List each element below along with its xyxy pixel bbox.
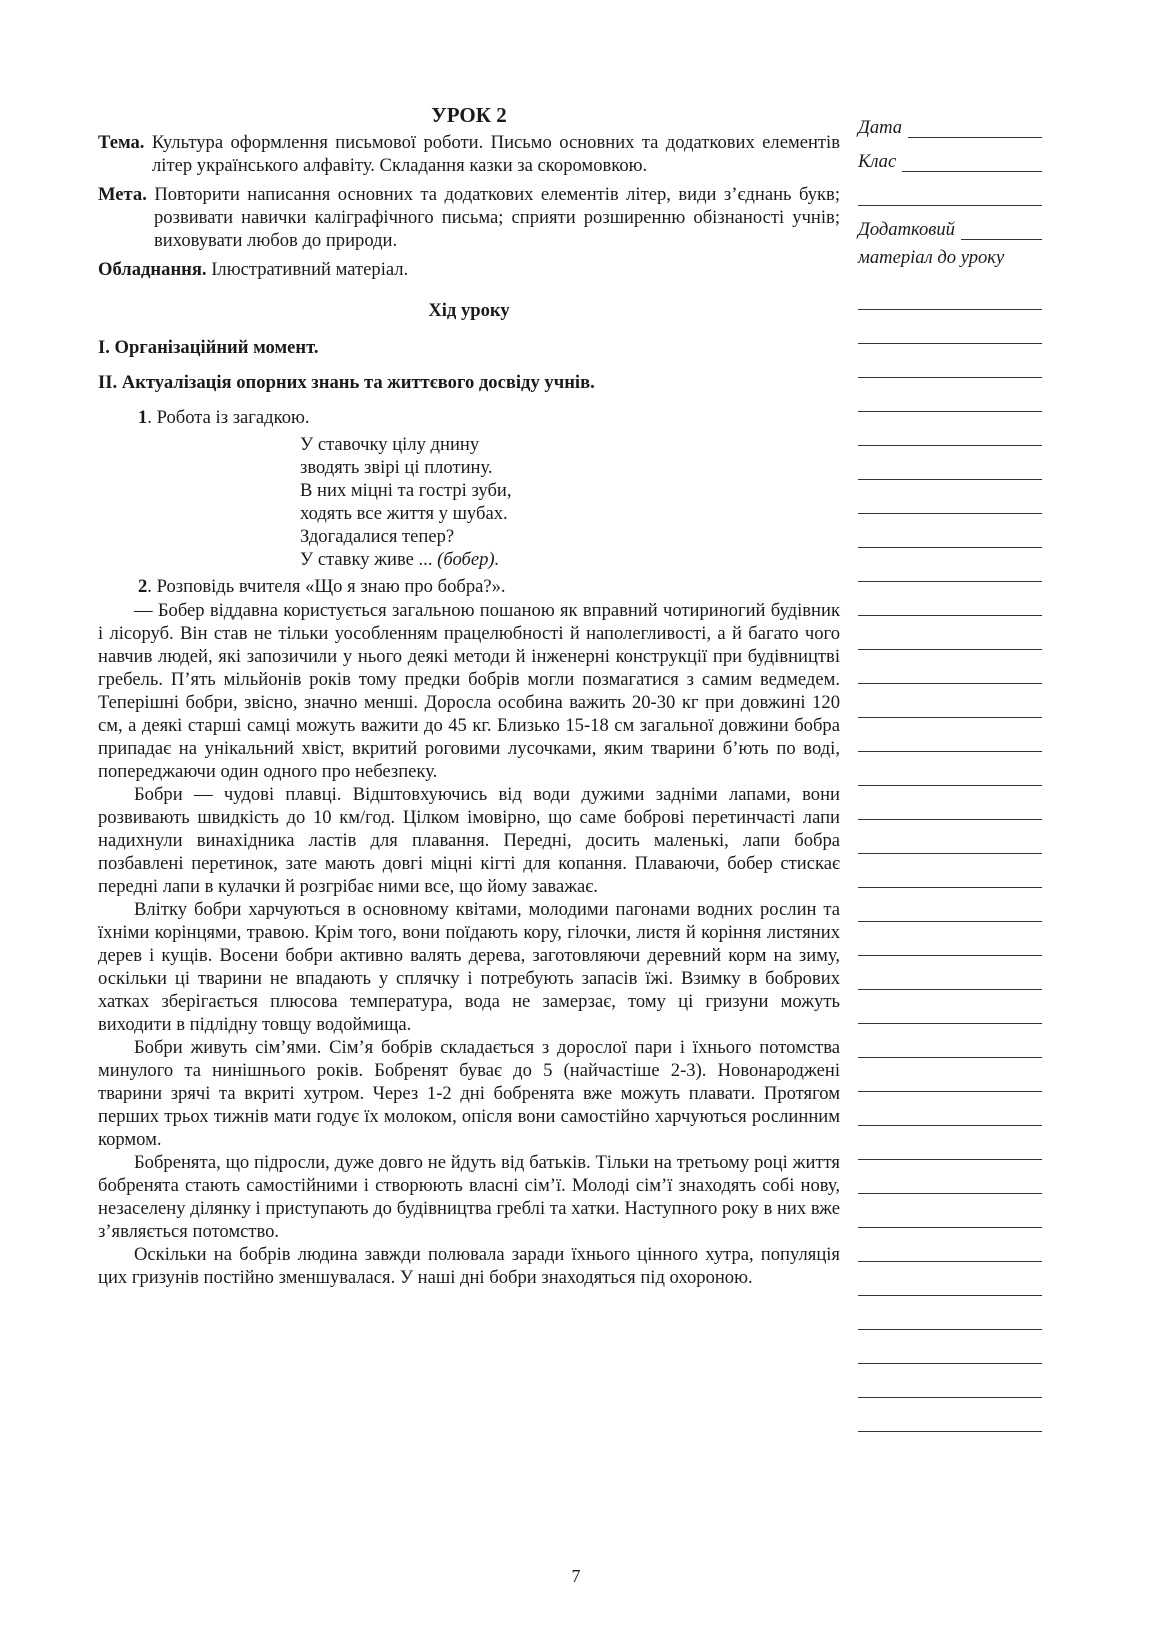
note-line[interactable]	[858, 1194, 1042, 1228]
equipment-text: Ілюстративний матеріал.	[211, 259, 409, 280]
lesson-topic	[98, 131, 840, 177]
story-paragraph: — Бобер віддавна користується загальною пошаною як вправний чотириногий будівник і лісоруб. Він став не тільки уособленням працелюбності й наполегливості, а й багато чого навчив людей, які запозичили у нього деякі методи й інженерні конструкції при будівництві гребель. П’ять мільйонів років тому предки бобрів могли позмагатися з самим ведмедем. Теперішні бобри, звісно, значно менші. Доросла особина важить 20-30 кг при довжині 120 см, а деякі старші самці можуть важити до 45 кг. Близько 15-18 см загальної довжини бобра припадає на унікальний хвіст, вкритий роговими лусочками, яким тварини б’ють по воді, попереджаючи один одного про небезпеку.	[98, 600, 840, 782]
riddle-last-prefix: У ставку живе ...	[300, 549, 438, 570]
riddle-line	[300, 548, 840, 571]
note-line[interactable]	[858, 956, 1042, 990]
riddle-answer: (бобер).	[437, 549, 500, 570]
note-line[interactable]	[858, 378, 1042, 412]
note-line[interactable]	[858, 548, 1042, 582]
note-line[interactable]	[858, 1296, 1042, 1330]
item-riddle	[98, 406, 840, 429]
equipment-label: Обладнання.	[98, 259, 207, 280]
note-line[interactable]	[858, 1228, 1042, 1262]
note-line[interactable]	[858, 1364, 1042, 1398]
riddle-line: ходять все життя у шубах.	[300, 503, 508, 524]
lesson-equipment	[98, 258, 840, 281]
note-line[interactable]	[858, 684, 1042, 718]
note-line[interactable]	[858, 1160, 1042, 1194]
extra-material-field[interactable]	[858, 206, 1042, 240]
riddle-poem	[300, 433, 840, 571]
item-teacher-story	[98, 575, 840, 598]
lesson-title: УРОК 2	[431, 103, 507, 127]
date-line[interactable]	[908, 121, 1042, 138]
note-line[interactable]	[858, 922, 1042, 956]
goal-text: Повторити написання основних та додаткових елементів літер, види з’єднань букв; розвивати навички каліграфічного письма; сприяти розширенню обізнаності учнів; виховувати любов до природи.	[154, 184, 840, 251]
page-number: 7	[571, 1566, 581, 1586]
section-actualization: ІІ. Актуалізація опорних знань та життєвого досвіду учнів.	[98, 372, 595, 393]
note-line[interactable]	[858, 1092, 1042, 1126]
date-field[interactable]	[858, 104, 1042, 138]
note-line[interactable]	[858, 412, 1042, 446]
note-line[interactable]	[858, 752, 1042, 786]
progress-title: Хід уроку	[428, 300, 510, 321]
note-line[interactable]	[858, 820, 1042, 854]
class-line[interactable]	[902, 155, 1042, 172]
topic-text: Культура оформлення письмової роботи. Письмо основних та додаткових елементів літер українського алфавіту. Складання казки за скоромовкою.	[151, 132, 840, 176]
note-line[interactable]	[858, 888, 1042, 922]
story-paragraph: Оскільки на бобрів людина завжди полювала заради їхнього цінного хутра, популяція цих гризунів постійно зменшувалася. У наші дні бобри знаходяться під охороною.	[98, 1244, 840, 1288]
lesson-goal	[98, 183, 840, 252]
item-text: . Робота із загадкою.	[147, 407, 310, 428]
section-organizational: І. Організаційний момент.	[98, 337, 319, 358]
note-line[interactable]	[858, 446, 1042, 480]
class-field[interactable]	[858, 138, 1042, 172]
note-lines	[858, 276, 1042, 1432]
note-line[interactable]	[858, 616, 1042, 650]
note-line[interactable]	[858, 1058, 1042, 1092]
item-number: 2	[138, 576, 148, 597]
extra-line[interactable]	[961, 223, 1042, 240]
note-line[interactable]	[858, 990, 1042, 1024]
note-line[interactable]	[858, 172, 1042, 206]
note-line[interactable]	[858, 480, 1042, 514]
note-line[interactable]	[858, 786, 1042, 820]
note-line[interactable]	[858, 310, 1042, 344]
extra-label-continued: матеріал до уроку	[858, 247, 1005, 268]
note-line[interactable]	[858, 718, 1042, 752]
note-line[interactable]	[858, 514, 1042, 548]
riddle-line: В них міцні та гострі зуби,	[300, 480, 512, 501]
note-line[interactable]	[858, 1262, 1042, 1296]
note-line[interactable]	[858, 582, 1042, 616]
note-line[interactable]	[858, 854, 1042, 888]
note-line[interactable]	[858, 1126, 1042, 1160]
note-line[interactable]	[858, 1398, 1042, 1432]
story-paragraph: Бобри — чудові плавці. Відштовхуючись від води дужими задніми лапами, вони розвивають швидкість до 10 км/год. Цілком імовірно, що саме боброві перетинчасті лапи надихнули винахідника ластів для плавання. Передні, досить маленькі, лапи бобра позбавлені перетинок, зате мають довгі міцні кігті для копання. Плаваючи, бобер стискає передні лапи в кулачки й розгрібає ними все, що йому заважає.	[98, 784, 840, 897]
story-paragraph: Бобренята, що підросли, дуже довго не йдуть від батьків. Тільки на третьому році життя бобренята стають самостійними і створюють власні сім’ї. Молоді сім’ї знаходять собі нову, незаселену ділянку і приступають до будівництва греблі та хатки. Наступного року в них вже з’являється потомство.	[98, 1152, 840, 1242]
item-text: . Розповідь вчителя «Що я знаю про бобра?».	[147, 576, 506, 597]
extra-label: Додатковий	[858, 219, 955, 240]
item-number: 1	[138, 407, 148, 428]
note-line[interactable]	[858, 276, 1042, 310]
note-line[interactable]	[858, 650, 1042, 684]
note-line[interactable]	[858, 344, 1042, 378]
note-line[interactable]	[858, 1024, 1042, 1058]
notes-sidebar	[858, 104, 1042, 1432]
riddle-line: Здогадалися тепер?	[300, 526, 455, 547]
riddle-line: У ставочку цілу днину	[300, 434, 480, 455]
topic-label: Тема.	[98, 132, 145, 153]
riddle-line: зводять звірі ці плотину.	[300, 457, 493, 478]
note-line[interactable]	[858, 1330, 1042, 1364]
story-paragraph: Бобри живуть сім’ями. Сім’я бобрів складається з дорослої пари і їхнього потомства минулого та нинішнього років. Бобренят буває до 5 (найчастіше 2-3). Новонароджені тварини зрячі та вкриті хутром. Через 1-2 дні бобренята вже можуть плавати. Протягом перших трьох тижнів мати годує їх молоком, опісля вони самостійно харчуються рослинним кормом.	[98, 1037, 840, 1150]
story-paragraph: Влітку бобри харчуються в основному квітами, молодими пагонами водних рослин та їхніми корінцями, травою. Крім того, вони поїдають кору, гілочки, листя й коріння листяних дерев і кущів. Восени бобри активно валять дерева, заготовляючи деревний корм на зиму, оскільки ці тварини не впадають у сплячку і потребують запасів їжі. Взимку в бобрових хатках зберігається плюсова температура, вода не замерзає, тому ці гризуни можуть виходити в підлідну товщу водоймища.	[98, 899, 840, 1035]
class-label: Клас	[858, 151, 897, 172]
date-label: Дата	[858, 117, 903, 138]
goal-label: Мета.	[98, 184, 147, 205]
lesson-content	[98, 104, 840, 1289]
